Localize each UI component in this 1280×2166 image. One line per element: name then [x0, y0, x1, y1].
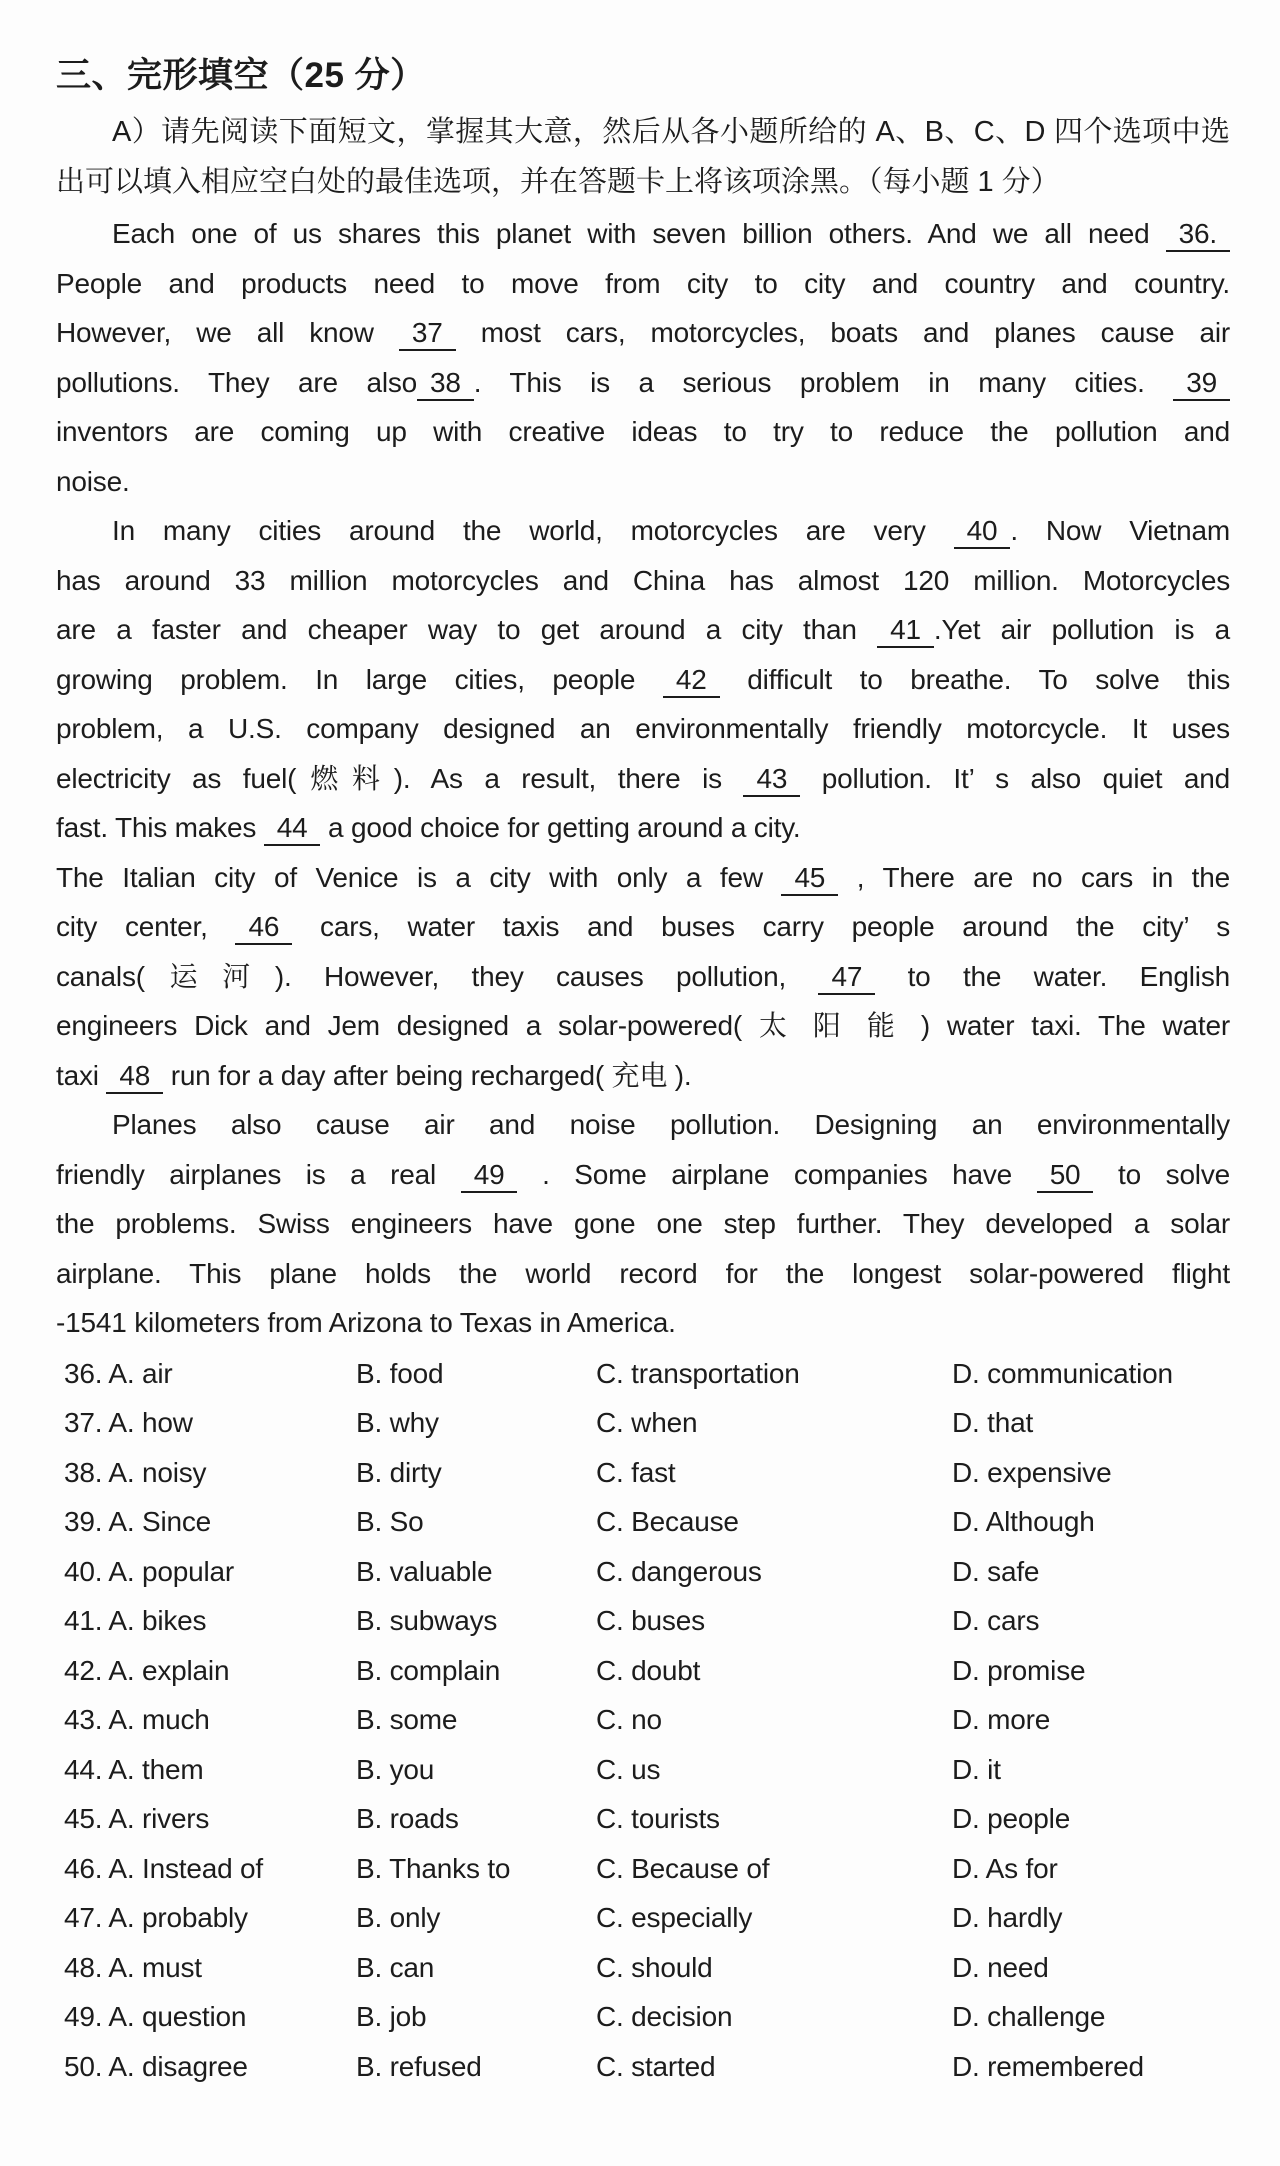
instruction-line: A）请先阅读下面短文，掌握其大意，然后从各小题所给的 A、B、C、D 四个选项中选 — [112, 116, 1230, 148]
cloze-blank-37: 37 — [399, 317, 456, 351]
instruction-line: 出可以填入相应空白处的最佳选项，并在答题卡上将该项涂黑。（每小题 1 分） — [56, 165, 1060, 198]
passage-line: noise. — [56, 465, 130, 497]
option-cell-b: B. can — [356, 1951, 435, 1983]
option-cell-c: C. should — [596, 1951, 713, 1983]
passage-line: friendly airplanes is a real 49 . Some airplane companies have 50 to solve — [56, 1150, 1230, 1200]
option-cell-b: B. subways — [356, 1605, 498, 1636]
option-cell-d: D. safe — [952, 1555, 1040, 1587]
passage-line: problem, a U.S. company designed an environmentally friendly motorcycle. It uses — [56, 713, 1230, 744]
option-cell-b: B. some — [356, 1704, 458, 1735]
passage-line: are a faster and cheaper way to get around a city than 41 .Yet air pollution is a — [56, 605, 1230, 655]
options-table — [56, 1349, 1230, 2092]
cloze-blank-46: 46 — [235, 911, 292, 945]
option-cell-c: C. doubt — [596, 1654, 701, 1686]
option-row-47 — [56, 1893, 1230, 1943]
passage-line: electricity as fuel(燃料). As a result, there is 43 pollution. It’ s also quiet and — [56, 754, 1230, 804]
cloze-blank-36: 36. — [1166, 218, 1230, 252]
option-cell-a: 39. A. Since — [64, 1506, 212, 1537]
section-title: 三、完形填空（25 分） — [56, 56, 426, 95]
option-cell-c: C. tourists — [596, 1803, 720, 1834]
option-cell-c: C. fast — [596, 1456, 676, 1488]
passage-line: canals(运河). However, they causes pollution, 47 to the water. English — [56, 952, 1230, 1002]
option-cell-a: 40. A. popular — [64, 1555, 234, 1587]
cloze-blank-41: 41 — [877, 614, 934, 648]
option-cell-c: C. us — [596, 1753, 661, 1785]
cloze-blank-39: 39 — [1173, 367, 1230, 401]
option-cell-d: D. it — [952, 1753, 1001, 1785]
passage-line: growing problem. In large cities, people 42 difficult to breathe. To solve this — [56, 655, 1230, 705]
option-cell-d: D. communication — [952, 1357, 1173, 1389]
passage-line: the problems. Swiss engineers have gone one step further. They developed a solar — [56, 1208, 1230, 1239]
passage-line: In many cities around the world, motorcycles are very 40 . Now Vietnam — [56, 506, 1230, 556]
option-row-39 — [56, 1497, 1230, 1547]
option-row-48 — [56, 1943, 1230, 1993]
option-cell-a: 43. A. much — [64, 1704, 210, 1735]
option-cell-b: B. roads — [356, 1803, 459, 1834]
option-cell-d: D. cars — [952, 1605, 1040, 1636]
passage — [56, 209, 1230, 1348]
option-cell-c: C. started — [596, 2050, 716, 2082]
option-cell-a: 48. A. must — [64, 1951, 202, 1983]
cloze-blank-40: 40 — [954, 515, 1011, 549]
option-cell-b: B. only — [356, 1902, 441, 1933]
option-cell-a: 41. A. bikes — [64, 1605, 207, 1636]
option-row-44 — [56, 1745, 1230, 1795]
option-cell-b: B. refused — [356, 2050, 482, 2082]
option-cell-c: C. when — [596, 1407, 698, 1438]
exam-page — [0, 52, 1280, 2166]
passage-line: inventors are coming up with creative ideas to try to reduce the pollution and — [56, 416, 1230, 447]
option-cell-d: D. people — [952, 1803, 1071, 1834]
passage-line: fast. This makes 44 a good choice for getting around a city. — [56, 803, 1230, 853]
passage-line: airplane. This plane holds the world record for the longest solar-powered flight — [56, 1257, 1230, 1289]
cloze-blank-50: 50 — [1037, 1159, 1094, 1193]
passage-line: city center, 46 cars, water taxis and buses carry people around the city’ s — [56, 902, 1230, 952]
option-cell-c: C. especially — [596, 1902, 753, 1933]
option-cell-d: D. more — [952, 1704, 1051, 1735]
option-cell-c: C. buses — [596, 1605, 705, 1636]
option-cell-d: D. remembered — [952, 2050, 1144, 2082]
cloze-blank-48: 48 — [106, 1060, 163, 1094]
option-cell-d: D. Although — [952, 1506, 1095, 1537]
option-cell-a: 36. A. air — [64, 1357, 173, 1389]
option-row-41 — [56, 1596, 1230, 1646]
option-cell-c: C. decision — [596, 2001, 733, 2032]
option-row-40 — [56, 1547, 1230, 1597]
passage-line: pollutions. They are also 38 . This is a serious problem in many cities. 39 — [56, 358, 1230, 408]
cloze-blank-49: 49 — [461, 1159, 518, 1193]
option-cell-b: B. valuable — [356, 1555, 493, 1587]
option-cell-c: C. no — [596, 1704, 662, 1735]
option-row-37 — [56, 1398, 1230, 1448]
cloze-blank-45: 45 — [781, 862, 838, 896]
option-row-43 — [56, 1695, 1230, 1745]
passage-line: The Italian city of Venice is a city with only a few 45 , There are no cars in the — [56, 853, 1230, 903]
passage-line: taxi 48 run for a day after being recharged( 充电 ). — [56, 1051, 1230, 1101]
option-row-50 — [56, 2042, 1230, 2092]
option-cell-a: 50. A. disagree — [64, 2050, 248, 2082]
cloze-blank-47: 47 — [818, 961, 875, 995]
option-cell-a: 47. A. probably — [64, 1902, 248, 1933]
instructions — [56, 108, 1230, 207]
option-cell-b: B. dirty — [356, 1456, 442, 1488]
option-cell-d: D. challenge — [952, 2001, 1106, 2032]
option-cell-a: 45. A. rivers — [64, 1803, 210, 1834]
option-cell-c: C. transportation — [596, 1357, 800, 1389]
cloze-blank-38: 38 — [417, 367, 474, 401]
option-cell-d: D. promise — [952, 1654, 1086, 1686]
passage-line: Each one of us shares this planet with seven billion others. And we all need 36. — [56, 209, 1230, 259]
option-cell-b: B. why — [356, 1407, 439, 1438]
option-cell-d: D. need — [952, 1951, 1049, 1983]
option-cell-c: C. dangerous — [596, 1555, 762, 1587]
option-cell-a: 49. A. question — [64, 2001, 247, 2032]
option-row-45 — [56, 1794, 1230, 1844]
option-cell-a: 42. A. explain — [64, 1654, 230, 1686]
passage-line: People and products need to move from city to city and country and country. — [56, 267, 1230, 299]
option-cell-a: 46. A. Instead of — [64, 1852, 263, 1884]
option-row-42 — [56, 1646, 1230, 1696]
option-cell-b: B. food — [356, 1357, 444, 1389]
option-row-49 — [56, 1992, 1230, 2042]
passage-line: Planes also cause air and noise pollution. Designing an environmentally — [112, 1109, 1230, 1140]
cloze-blank-42: 42 — [663, 664, 720, 698]
page-content — [56, 52, 1230, 2091]
option-cell-b: B. Thanks to — [356, 1852, 511, 1884]
cloze-blank-43: 43 — [743, 763, 800, 797]
option-cell-a: 44. A. them — [64, 1753, 204, 1785]
option-cell-d: D. As for — [952, 1852, 1058, 1884]
passage-line: has around 33 million motorcycles and China has almost 120 million. Motorcycles — [56, 564, 1230, 596]
option-cell-b: B. complain — [356, 1654, 501, 1686]
option-cell-a: 37. A. how — [64, 1407, 193, 1438]
option-cell-a: 38. A. noisy — [64, 1456, 207, 1488]
option-cell-d: D. that — [952, 1407, 1034, 1438]
passage-line: However, we all know 37 most cars, motorcycles, boats and planes cause air — [56, 308, 1230, 358]
option-cell-d: D. expensive — [952, 1456, 1112, 1488]
option-cell-d: D. hardly — [952, 1902, 1063, 1933]
option-cell-b: B. job — [356, 2001, 427, 2032]
cloze-blank-44: 44 — [264, 812, 321, 846]
option-cell-c: C. Because — [596, 1506, 739, 1537]
option-row-38 — [56, 1448, 1230, 1498]
passage-line: engineers Dick and Jem designed a solar-powered( 太 阳 能 ) water taxi. The water — [56, 1010, 1230, 1041]
option-cell-b: B. So — [356, 1506, 424, 1537]
option-cell-b: B. you — [356, 1753, 435, 1785]
option-row-36 — [56, 1349, 1230, 1399]
passage-line: -1541 kilometers from Arizona to Texas in America. — [56, 1307, 676, 1338]
option-row-46 — [56, 1844, 1230, 1894]
option-cell-c: C. Because of — [596, 1852, 770, 1884]
